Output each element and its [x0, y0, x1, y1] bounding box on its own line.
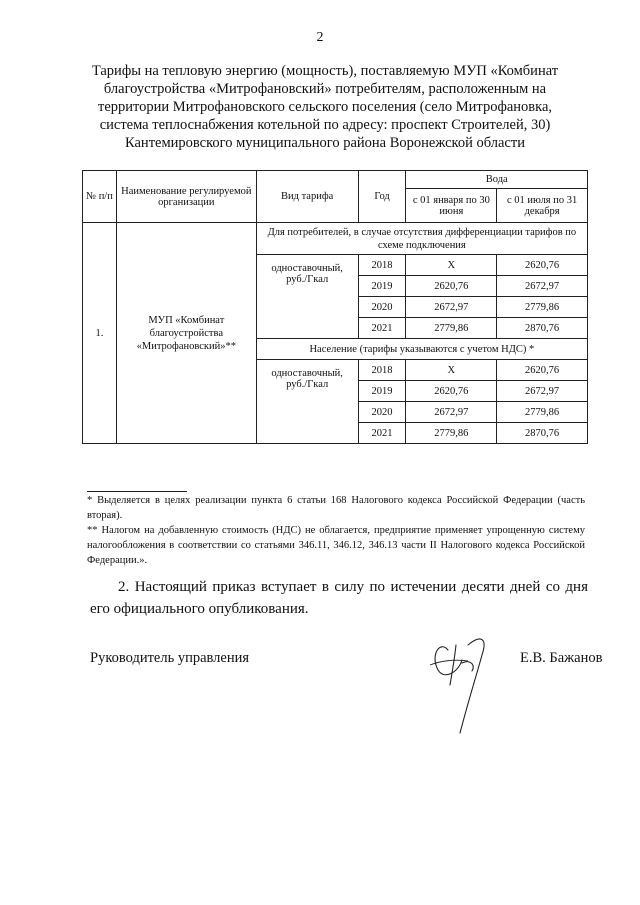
- header-period1: с 01 января по 30 июня: [406, 189, 497, 223]
- value-cell: 2672,97: [406, 402, 497, 423]
- header-num: № п/п: [83, 171, 117, 223]
- header-type: Вид тарифа: [256, 171, 358, 223]
- year-cell: 2020: [358, 297, 406, 318]
- header-water: Вода: [406, 171, 588, 189]
- organization-name: МУП «Комбинат благоустройства «Митрофановский»**: [116, 223, 256, 444]
- value-cell: 2672,97: [497, 381, 588, 402]
- year-cell: 2021: [358, 423, 406, 444]
- document-title: Тарифы на тепловую энергию (мощность), поставляемую МУП «Комбинат благоустройства «Митрофановский» потребителям, расположенным на территории Митрофановского сельского поселения (село Митрофановка, система теплоснабжения котельной по адресу: проспект Строителей, 30) Кантемировского муниципального района Воронежской области: [91, 63, 559, 151]
- header-year: Год: [358, 171, 406, 223]
- footnotes: [87, 493, 585, 568]
- year-cell: 2020: [358, 402, 406, 423]
- page-number: 2: [316, 30, 324, 45]
- signer-title: Руководитель управления: [90, 650, 250, 666]
- row-number: 1.: [83, 223, 117, 444]
- group-heading: Для потребителей, в случае отсутствия дифференциации тарифов по схеме подключения: [256, 223, 587, 255]
- value-cell: 2870,76: [497, 423, 588, 444]
- value-cell: Х: [406, 360, 497, 381]
- value-cell: 2620,76: [406, 381, 497, 402]
- signer-name: Е.В. Бажанов: [520, 650, 603, 666]
- tariff-type: одноставочный, руб./Гкал: [256, 360, 358, 444]
- footnote-divider: [87, 491, 187, 492]
- value-cell: 2779,86: [406, 318, 497, 339]
- footnote-2: ** Налогом на добавленную стоимость (НДС) не облагается, предприятие применяет упрощенную систему налогообложения в соответствии со статьями 346.11, 346.12, 346.13 части II Налогового кодекса Российской Федерации.».: [87, 525, 585, 566]
- value-cell: 2620,76: [497, 255, 588, 276]
- order-clause: 2. Настоящий приказ вступает в силу по истечении десяти дней со дня его официального опубликования.: [90, 579, 588, 617]
- value-cell: 2779,86: [406, 423, 497, 444]
- footnote-1: * Выделяется в целях реализации пункта 6 статьи 168 Налогового кодекса Российской Федерации (часть вторая).: [87, 495, 585, 521]
- value-cell: 2779,86: [497, 297, 588, 318]
- year-cell: 2021: [358, 318, 406, 339]
- value-cell: 2620,76: [497, 360, 588, 381]
- header-org: Наименование регулируемой организации: [116, 171, 256, 223]
- value-cell: 2870,76: [497, 318, 588, 339]
- year-cell: 2019: [358, 381, 406, 402]
- tariff-type: одноставочный, руб./Гкал: [256, 255, 358, 339]
- value-cell: 2620,76: [406, 276, 497, 297]
- value-cell: 2672,97: [497, 276, 588, 297]
- value-cell: 2672,97: [406, 297, 497, 318]
- header-period2: с 01 июля по 31 декабря: [497, 189, 588, 223]
- year-cell: 2018: [358, 360, 406, 381]
- value-cell: 2779,86: [497, 402, 588, 423]
- value-cell: Х: [406, 255, 497, 276]
- year-cell: 2018: [358, 255, 406, 276]
- group-heading: Население (тарифы указываются с учетом НДС) *: [256, 339, 587, 360]
- tariff-table: [82, 170, 588, 444]
- year-cell: 2019: [358, 276, 406, 297]
- signature-icon: [410, 615, 510, 735]
